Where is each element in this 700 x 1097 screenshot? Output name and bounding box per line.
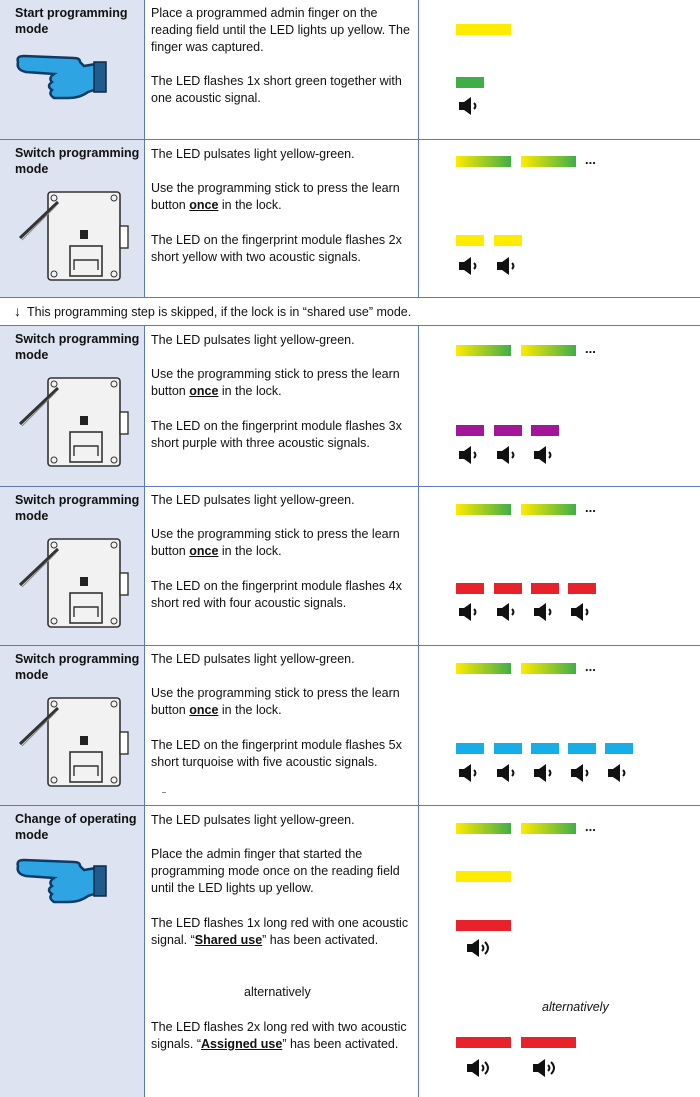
- led-pulse-bar: [521, 345, 576, 356]
- led-signal-cell: [418, 0, 700, 139]
- step-label-cell: [0, 806, 145, 1097]
- led-pulse-bar: [521, 156, 576, 167]
- led-flash-bar: [456, 235, 484, 246]
- step-text: Place a programmed admin finger on the reading field until the LED lights up yellow. The finger was captured.: [151, 6, 410, 54]
- led-flash-bar: [456, 425, 484, 436]
- lock-with-stick-icon: [18, 694, 134, 794]
- led-long-red-bar: [521, 1037, 576, 1048]
- led-green-bar: [456, 77, 484, 88]
- step-text: Place the admin finger that started the programming mode once on the reading field until the LED lights up yellow.: [151, 847, 400, 895]
- down-arrow-icon: ↓: [14, 303, 21, 319]
- step-text: The LED flashes 2x long red with two acoustic signals. “Assigned use” has been activated.: [151, 1020, 407, 1051]
- led-flash-bar: [531, 743, 559, 754]
- led-flash-bar: [568, 743, 596, 754]
- speaker-icon: [458, 96, 480, 116]
- step-text: Use the programming stick to press the learn button once in the lock.: [151, 686, 400, 717]
- lock-with-stick-icon: [18, 188, 134, 288]
- step-description-cell: [145, 487, 418, 645]
- step-text: The LED on the fingerprint module flashes 3x short purple with three acoustic signals.: [151, 419, 402, 450]
- step-label-cell: [0, 487, 145, 645]
- step-title: Switch programming mode: [15, 493, 140, 523]
- pointing-hand-icon: [14, 52, 114, 104]
- step-label-cell: [0, 0, 145, 139]
- step-text: The LED pulsates light yellow-green.: [151, 652, 355, 666]
- pointing-hand-icon: [14, 856, 114, 908]
- led-signal-cell: [418, 487, 700, 645]
- speaker-icon: [458, 602, 480, 622]
- step-label-cell: [0, 326, 145, 486]
- led-yellow-bar: [456, 871, 511, 882]
- step-text: The LED pulsates light yellow-green.: [151, 147, 355, 161]
- stray-mark: [162, 792, 166, 793]
- speaker-loud-icon: [466, 938, 494, 958]
- ellipsis: ...: [585, 659, 596, 674]
- step-title: Switch programming mode: [15, 652, 140, 682]
- step-title: Change of operating mode: [15, 812, 137, 842]
- step-text: The LED flashes 1x short green together with one acoustic signal.: [151, 74, 402, 105]
- speaker-icon: [458, 445, 480, 465]
- led-flash-bar: [456, 743, 484, 754]
- step-title: Start programming mode: [15, 6, 128, 36]
- lock-with-stick-icon: [18, 374, 134, 474]
- step-row-switch-programming: [0, 646, 700, 805]
- led-flash-bar: [456, 583, 484, 594]
- speaker-icon: [458, 256, 480, 276]
- step-text: Use the programming stick to press the learn button once in the lock.: [151, 367, 400, 398]
- step-description-cell: [145, 646, 418, 805]
- speaker-icon: [496, 763, 518, 783]
- step-title: Switch programming mode: [15, 146, 140, 176]
- step-text: The LED on the fingerprint module flashes 4x short red with four acoustic signals.: [151, 579, 402, 610]
- step-text: The LED pulsates light yellow-green.: [151, 493, 355, 507]
- step-label-cell: [0, 646, 145, 805]
- led-flash-bar: [531, 583, 559, 594]
- led-pulse-bar: [521, 504, 576, 515]
- led-signal-cell: [418, 140, 700, 297]
- led-pulse-bar: [521, 663, 576, 674]
- speaker-icon: [533, 602, 555, 622]
- led-yellow-bar: [456, 24, 511, 35]
- led-signal-cell: [418, 646, 700, 805]
- ellipsis: ...: [585, 152, 596, 167]
- alternatively-label: alternatively: [244, 985, 311, 999]
- led-flash-bar: [494, 425, 522, 436]
- step-row-switch-programming: [0, 140, 700, 297]
- step-text: The LED pulsates light yellow-green.: [151, 333, 355, 347]
- step-text: The LED on the fingerprint module flashes 5x short turquoise with five acoustic signals.: [151, 738, 402, 769]
- ellipsis: ...: [585, 819, 596, 834]
- step-text: The LED pulsates light yellow-green.: [151, 813, 355, 827]
- led-pulse-bar: [456, 156, 511, 167]
- speaker-loud-icon: [532, 1058, 560, 1078]
- speaker-icon: [533, 763, 555, 783]
- step-label-cell: [0, 140, 145, 297]
- led-flash-bar: [605, 743, 633, 754]
- led-pulse-bar: [456, 345, 511, 356]
- step-description-cell: [145, 0, 418, 139]
- led-signal-cell: [418, 326, 700, 486]
- led-pulse-bar: [521, 823, 576, 834]
- led-pulse-bar: [456, 663, 511, 674]
- led-pulse-bar: [456, 504, 511, 515]
- step-row-start-programming: [0, 0, 700, 139]
- step-description-cell: [145, 326, 418, 486]
- speaker-icon: [570, 602, 592, 622]
- step-description-cell: [145, 806, 418, 1097]
- speaker-icon: [607, 763, 629, 783]
- step-description-cell: [145, 140, 418, 297]
- step-text: The LED on the fingerprint module flashes 2x short yellow with two acoustic signals.: [151, 233, 402, 264]
- led-signal-cell: [418, 806, 700, 1097]
- led-long-red-bar: [456, 920, 511, 931]
- led-flash-bar: [531, 425, 559, 436]
- led-flash-bar: [568, 583, 596, 594]
- lock-with-stick-icon: [18, 535, 134, 635]
- led-flash-bar: [494, 743, 522, 754]
- speaker-icon: [458, 763, 480, 783]
- speaker-icon: [496, 445, 518, 465]
- step-text: Use the programming stick to press the learn button once in the lock.: [151, 181, 400, 212]
- led-pulse-bar: [456, 823, 511, 834]
- speaker-loud-icon: [466, 1058, 494, 1078]
- step-text: The LED flashes 1x long red with one acoustic signal. “Shared use” has been activated.: [151, 916, 409, 947]
- led-long-red-bar: [456, 1037, 511, 1048]
- skip-note: ↓ This programming step is skipped, if the lock is in “shared use” mode.: [14, 303, 412, 319]
- alternatively-label: alternatively: [542, 1000, 609, 1014]
- speaker-icon: [570, 763, 592, 783]
- step-title: Switch programming mode: [15, 332, 140, 362]
- ellipsis: ...: [585, 500, 596, 515]
- speaker-icon: [496, 602, 518, 622]
- step-row-switch-programming: [0, 326, 700, 486]
- step-row-change-operating-mode: [0, 806, 700, 1097]
- step-row-switch-programming: [0, 487, 700, 645]
- led-flash-bar: [494, 583, 522, 594]
- speaker-icon: [496, 256, 518, 276]
- led-flash-bar: [494, 235, 522, 246]
- speaker-icon: [533, 445, 555, 465]
- ellipsis: ...: [585, 341, 596, 356]
- step-text: Use the programming stick to press the learn button once in the lock.: [151, 527, 400, 558]
